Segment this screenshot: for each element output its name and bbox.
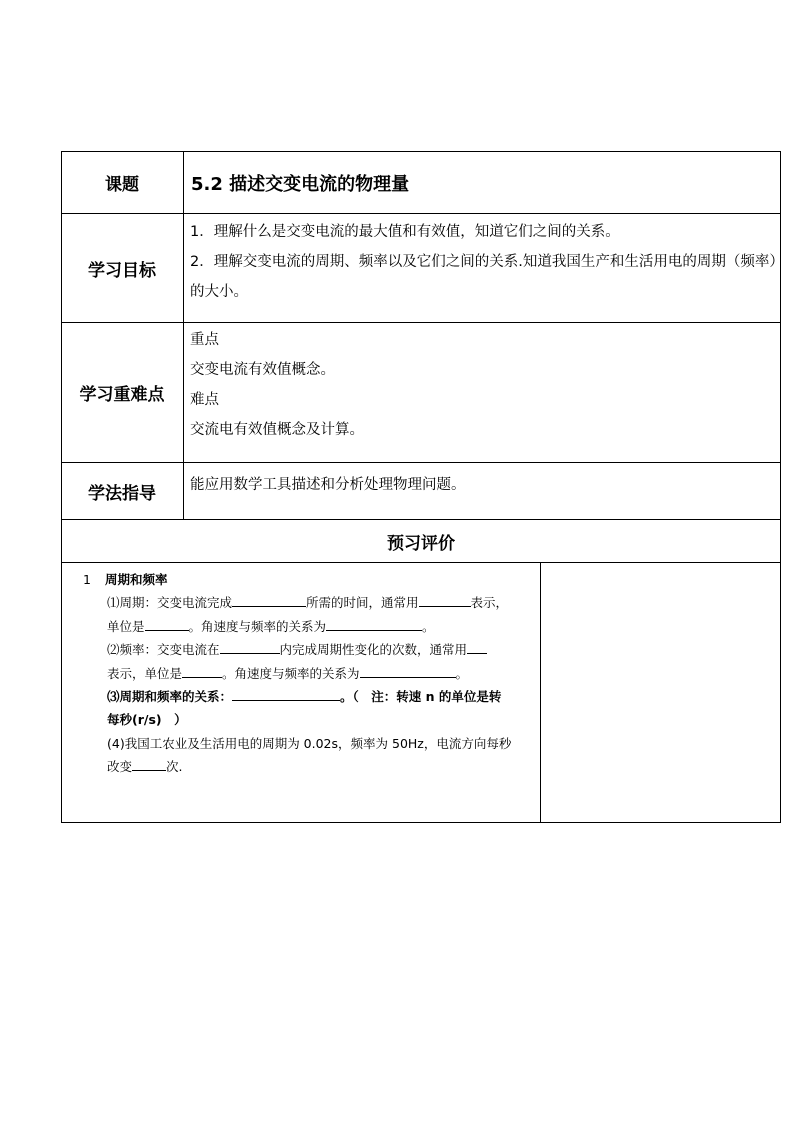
answer-blank[interactable] <box>220 639 280 654</box>
hard-heading: 难点 <box>190 392 219 408</box>
hard-text: 交流电有效值概念及计算。 <box>190 422 364 438</box>
q1-line: 单位是 。角速度与频率的关系为 。 <box>61 615 540 638</box>
answer-blank[interactable] <box>326 616 422 631</box>
key-heading: 重点 <box>190 332 219 348</box>
answer-blank[interactable] <box>182 663 222 678</box>
answer-blank[interactable] <box>360 663 456 678</box>
method-text: 能应用数学工具描述和分析处理物理问题。 <box>190 477 466 493</box>
q4-line: 改变 次. <box>61 755 540 778</box>
q3-line: ⑶周期和频率的关系： 。（ 注：转速 n 的单位是转 <box>61 685 540 708</box>
answer-blank[interactable] <box>419 592 471 607</box>
key-text: 交变电流有效值概念。 <box>190 362 335 378</box>
table-border-bottom <box>61 822 781 823</box>
answer-blank[interactable] <box>145 616 189 631</box>
q3-line: 每秒(r/s) ） <box>107 712 187 728</box>
lesson-table <box>61 151 781 823</box>
goals-label: 学习目标 <box>88 260 156 281</box>
answer-blank[interactable] <box>132 756 166 771</box>
answer-blank[interactable] <box>232 686 340 701</box>
keypoints-content <box>183 325 779 461</box>
method-label: 学法指导 <box>88 483 156 504</box>
q1-line: ⑴周期：交变电流完成 所需的时间，通常用 表示， <box>61 591 540 614</box>
method-content <box>183 470 779 510</box>
table-border-right <box>780 151 781 823</box>
goal-item: 2．理解交变电流的周期、频率以及它们之间的关系.知道我国生产和生活用电的周期（频率）的大小。 <box>190 254 777 300</box>
keypoints-label: 学习重难点 <box>79 385 165 405</box>
q4-line: (4)我国工农业及生活用电的周期为 0.02s，频率为 50Hz，电流方向每秒 <box>107 735 512 751</box>
preview-heading: 预习评价 <box>387 533 455 554</box>
goal-item: 1．理解什么是交变电流的最大值和有效值，知道它们之间的关系。 <box>190 224 620 240</box>
q2-line: 表示，单位是 。角速度与频率的关系为 。 <box>61 662 540 685</box>
answer-blank[interactable] <box>232 592 306 607</box>
question-number: 1 <box>83 572 91 587</box>
q2-line: ⑵频率：交变电流在 内完成周期性变化的次数，通常用 <box>61 638 540 661</box>
answer-blank[interactable] <box>467 639 487 654</box>
goals-content <box>183 217 779 321</box>
topic-label: 课题 <box>105 175 139 195</box>
lesson-title: 5.2 描述交变电流的物理量 <box>191 173 410 195</box>
question-title: 周期和频率 <box>105 572 168 587</box>
preview-questions <box>61 568 540 818</box>
answer-area <box>541 563 780 822</box>
